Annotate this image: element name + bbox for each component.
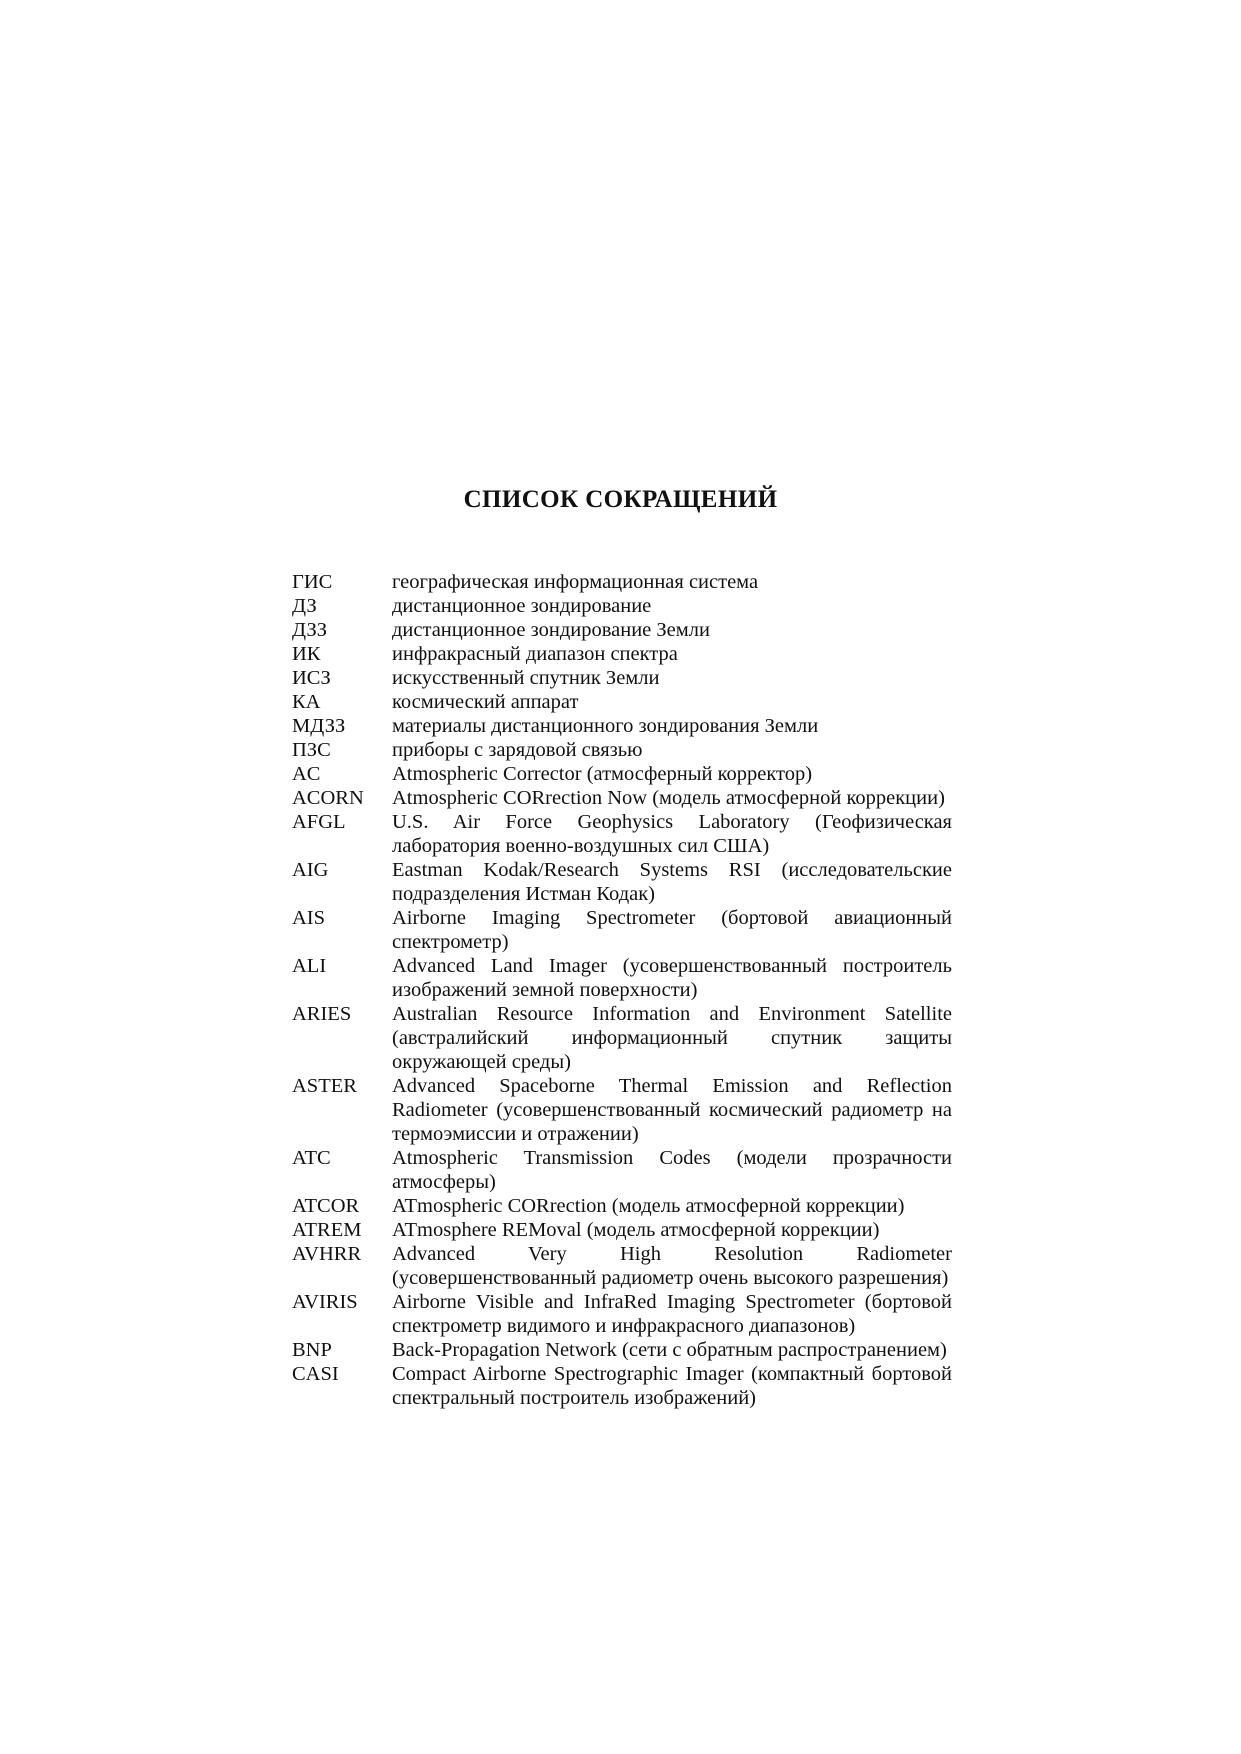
abbreviation-definition: Atmospheric Corrector (атмосферный корректор) <box>392 763 813 785</box>
abbreviation-entry <box>292 786 952 810</box>
abbreviation-entry <box>292 1074 952 1146</box>
page-title: СПИСОК СОКРАЩЕНИЙ <box>463 485 778 513</box>
abbreviation-entry <box>292 738 952 762</box>
abbreviation-definition: Advanced Spaceborne Thermal Emission and Reflection Radiometer (усовершенствованный космический радиометр на термоэмиссии и отражении) <box>392 1075 952 1145</box>
abbreviation-term: ARIES <box>292 1003 352 1025</box>
abbreviation-definition: Airborne Imaging Spectrometer (бортовой авиационный спектрометр) <box>392 907 952 953</box>
abbreviation-entry <box>292 762 952 786</box>
abbreviation-entry <box>292 594 952 618</box>
abbreviation-entry <box>292 690 952 714</box>
abbreviation-definition: материалы дистанционного зондирования Земли <box>392 715 819 737</box>
abbreviation-definition: Advanced Land Imager (усовершенствованный построитель изображений земной поверхности) <box>392 955 952 1001</box>
abbreviation-definition: географическая информационная система <box>392 571 759 593</box>
abbreviation-definition: дистанционное зондирование <box>392 595 652 617</box>
abbreviation-term: ИСЗ <box>292 667 331 689</box>
abbreviation-definition: Back-Propagation Network (сети с обратным распространением) <box>392 1339 947 1361</box>
abbreviation-definition: искусственный спутник Земли <box>392 667 660 689</box>
abbreviation-list <box>292 570 952 1410</box>
abbreviation-definition: Eastman Kodak/Research Systems RSI (исследовательские подразделения Истман Кодак) <box>392 859 952 905</box>
abbreviation-entry <box>292 1362 952 1410</box>
abbreviation-term: ASTER <box>292 1075 357 1097</box>
abbreviation-entry <box>292 642 952 666</box>
abbreviation-entry <box>292 666 952 690</box>
abbreviation-definition: Atmospheric CORrection Now (модель атмосферной коррекции) <box>392 787 945 809</box>
abbreviation-term: ATCOR <box>292 1195 360 1217</box>
abbreviation-definition: приборы с зарядовой связью <box>392 739 643 761</box>
abbreviation-definition: дистанционное зондирование Земли <box>392 619 710 641</box>
abbreviation-definition: Atmospheric Transmission Codes (модели прозрачности атмосферы) <box>392 1147 952 1193</box>
abbreviation-entry <box>292 906 952 954</box>
abbreviation-definition: Australian Resource Information and Environment Satellite (австралийский информационный спутник защиты окружающей среды) <box>392 1003 952 1073</box>
abbreviation-term: AC <box>292 763 321 785</box>
abbreviation-entry <box>292 618 952 642</box>
abbreviation-term: ГИС <box>292 571 333 593</box>
abbreviation-entry <box>292 1338 952 1362</box>
abbreviation-term: AVIRIS <box>292 1291 358 1313</box>
abbreviation-entry <box>292 1290 952 1338</box>
abbreviation-definition: Advanced Very High Resolution Radiometer (усовершенствованный радиометр очень высокого разрешения) <box>392 1243 952 1289</box>
abbreviation-entry <box>292 858 952 906</box>
abbreviation-term: CASI <box>292 1363 339 1385</box>
abbreviation-definition: U.S. Air Force Geophysics Laboratory (Геофизическая лаборатория военно-воздушных сил США) <box>392 811 952 857</box>
abbreviation-term: ДЗЗ <box>292 619 328 641</box>
abbreviation-term: МДЗЗ <box>292 715 346 737</box>
abbreviation-entry <box>292 1002 952 1074</box>
abbreviation-term: ПЗС <box>292 739 331 761</box>
abbreviation-term: ATC <box>292 1147 331 1169</box>
abbreviation-entry <box>292 1146 952 1194</box>
abbreviation-term: AIS <box>292 907 326 929</box>
abbreviation-term: AVHRR <box>292 1243 362 1265</box>
abbreviation-entry <box>292 954 952 1002</box>
abbreviation-entry <box>292 570 952 594</box>
abbreviation-definition: космический аппарат <box>392 691 579 713</box>
abbreviation-term: AFGL <box>292 811 346 833</box>
abbreviation-term: AIG <box>292 859 329 881</box>
abbreviation-term: ИК <box>292 643 321 665</box>
abbreviation-term: КА <box>292 691 321 713</box>
abbreviation-definition: ATmospheric CORrection (модель атмосферной коррекции) <box>392 1195 905 1217</box>
abbreviation-term: BNP <box>292 1339 332 1361</box>
abbreviation-definition: Airborne Visible and InfraRed Imaging Spectrometer (бортовой спектрометр видимого и инфракрасного диапазонов) <box>392 1291 952 1337</box>
abbreviation-entry <box>292 714 952 738</box>
abbreviation-term: ALI <box>292 955 327 977</box>
abbreviation-entry <box>292 810 952 858</box>
abbreviation-entry <box>292 1218 952 1242</box>
abbreviation-term: ACORN <box>292 787 364 809</box>
abbreviation-definition: инфракрасный диапазон спектра <box>392 643 678 665</box>
abbreviation-entry <box>292 1242 952 1290</box>
abbreviation-entry <box>292 1194 952 1218</box>
abbreviation-definition: Compact Airborne Spectrographic Imager (компактный бортовой спектральный построитель изображений) <box>392 1363 952 1409</box>
abbreviation-definition: ATmosphere REMoval (модель атмосферной коррекции) <box>392 1219 880 1241</box>
abbreviation-term: ATREM <box>292 1219 362 1241</box>
abbreviation-term: ДЗ <box>292 595 317 617</box>
